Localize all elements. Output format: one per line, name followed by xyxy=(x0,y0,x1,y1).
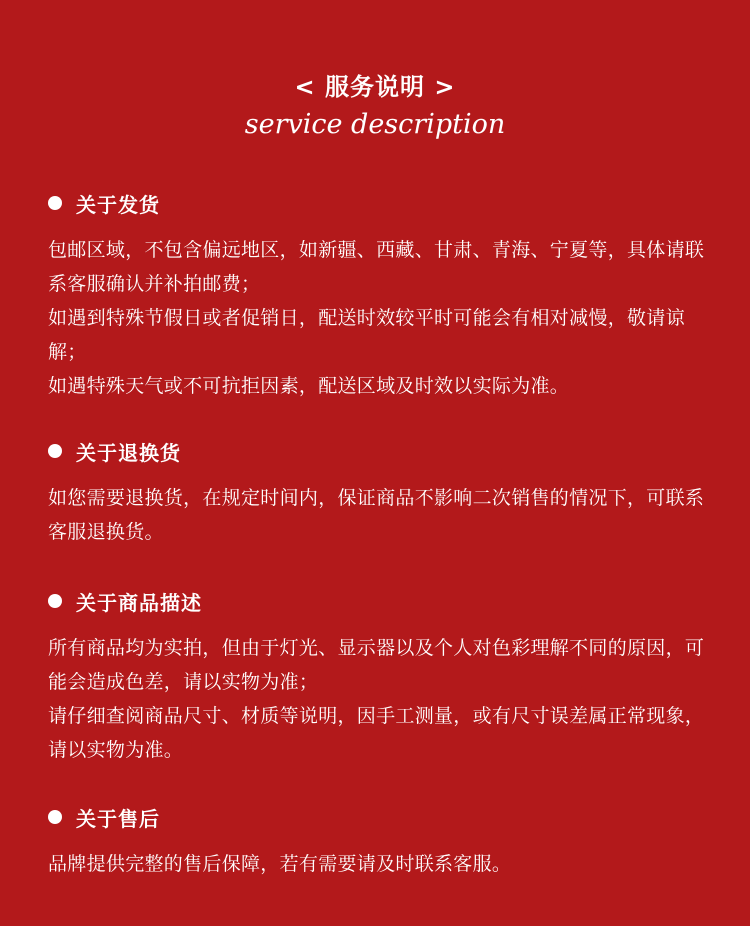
page-title: < 服务说明 > xyxy=(294,73,456,101)
paragraph: 所有商品均为实拍，但由于灯光、显示器以及个人对色彩理解不同的原因，可能会造成色差，请以实物为准； xyxy=(48,637,705,693)
section-body xyxy=(48,847,708,881)
section-title: 关于售后 xyxy=(76,806,160,831)
page-header xyxy=(0,70,750,142)
section-shipping xyxy=(48,188,708,403)
paragraph: 如您需要退换货，在规定时间内，保证商品不影响二次销售的情况下，可联系客服退换货。 xyxy=(48,487,705,543)
bullet-icon xyxy=(48,594,62,608)
section-title: 关于退换货 xyxy=(76,440,181,465)
bullet-icon xyxy=(48,444,62,458)
section-title: 关于发货 xyxy=(76,192,160,217)
section-header xyxy=(48,586,708,616)
bullet-icon xyxy=(48,810,62,824)
paragraph: 品牌提供完整的售后保障，若有需要请及时联系客服。 xyxy=(48,853,512,875)
section-header xyxy=(48,802,708,832)
bullet-icon xyxy=(48,196,62,210)
section-title: 关于商品描述 xyxy=(76,590,202,615)
paragraph: 如遇到特殊节假日或者促销日，配送时效较平时可能会有相对减慢，敬请谅解； xyxy=(48,307,685,363)
section-returns xyxy=(48,436,708,549)
section-body xyxy=(48,631,708,767)
section-after-sales xyxy=(48,802,708,881)
section-body xyxy=(48,233,708,403)
page-subtitle: service description xyxy=(244,109,506,140)
section-header xyxy=(48,436,708,466)
paragraph: 包邮区域，不包含偏远地区，如新疆、西藏、甘肃、青海、宁夏等，具体请联系客服确认并补拍邮费； xyxy=(48,239,705,295)
paragraph: 请仔细查阅商品尺寸、材质等说明，因手工测量，或有尺寸误差属正常现象，请以实物为准。 xyxy=(48,705,705,761)
section-body xyxy=(48,481,708,549)
paragraph: 如遇特殊天气或不可抗拒因素，配送区域及时效以实际为准。 xyxy=(48,375,570,397)
section-header xyxy=(48,188,708,218)
section-product-description xyxy=(48,586,708,767)
